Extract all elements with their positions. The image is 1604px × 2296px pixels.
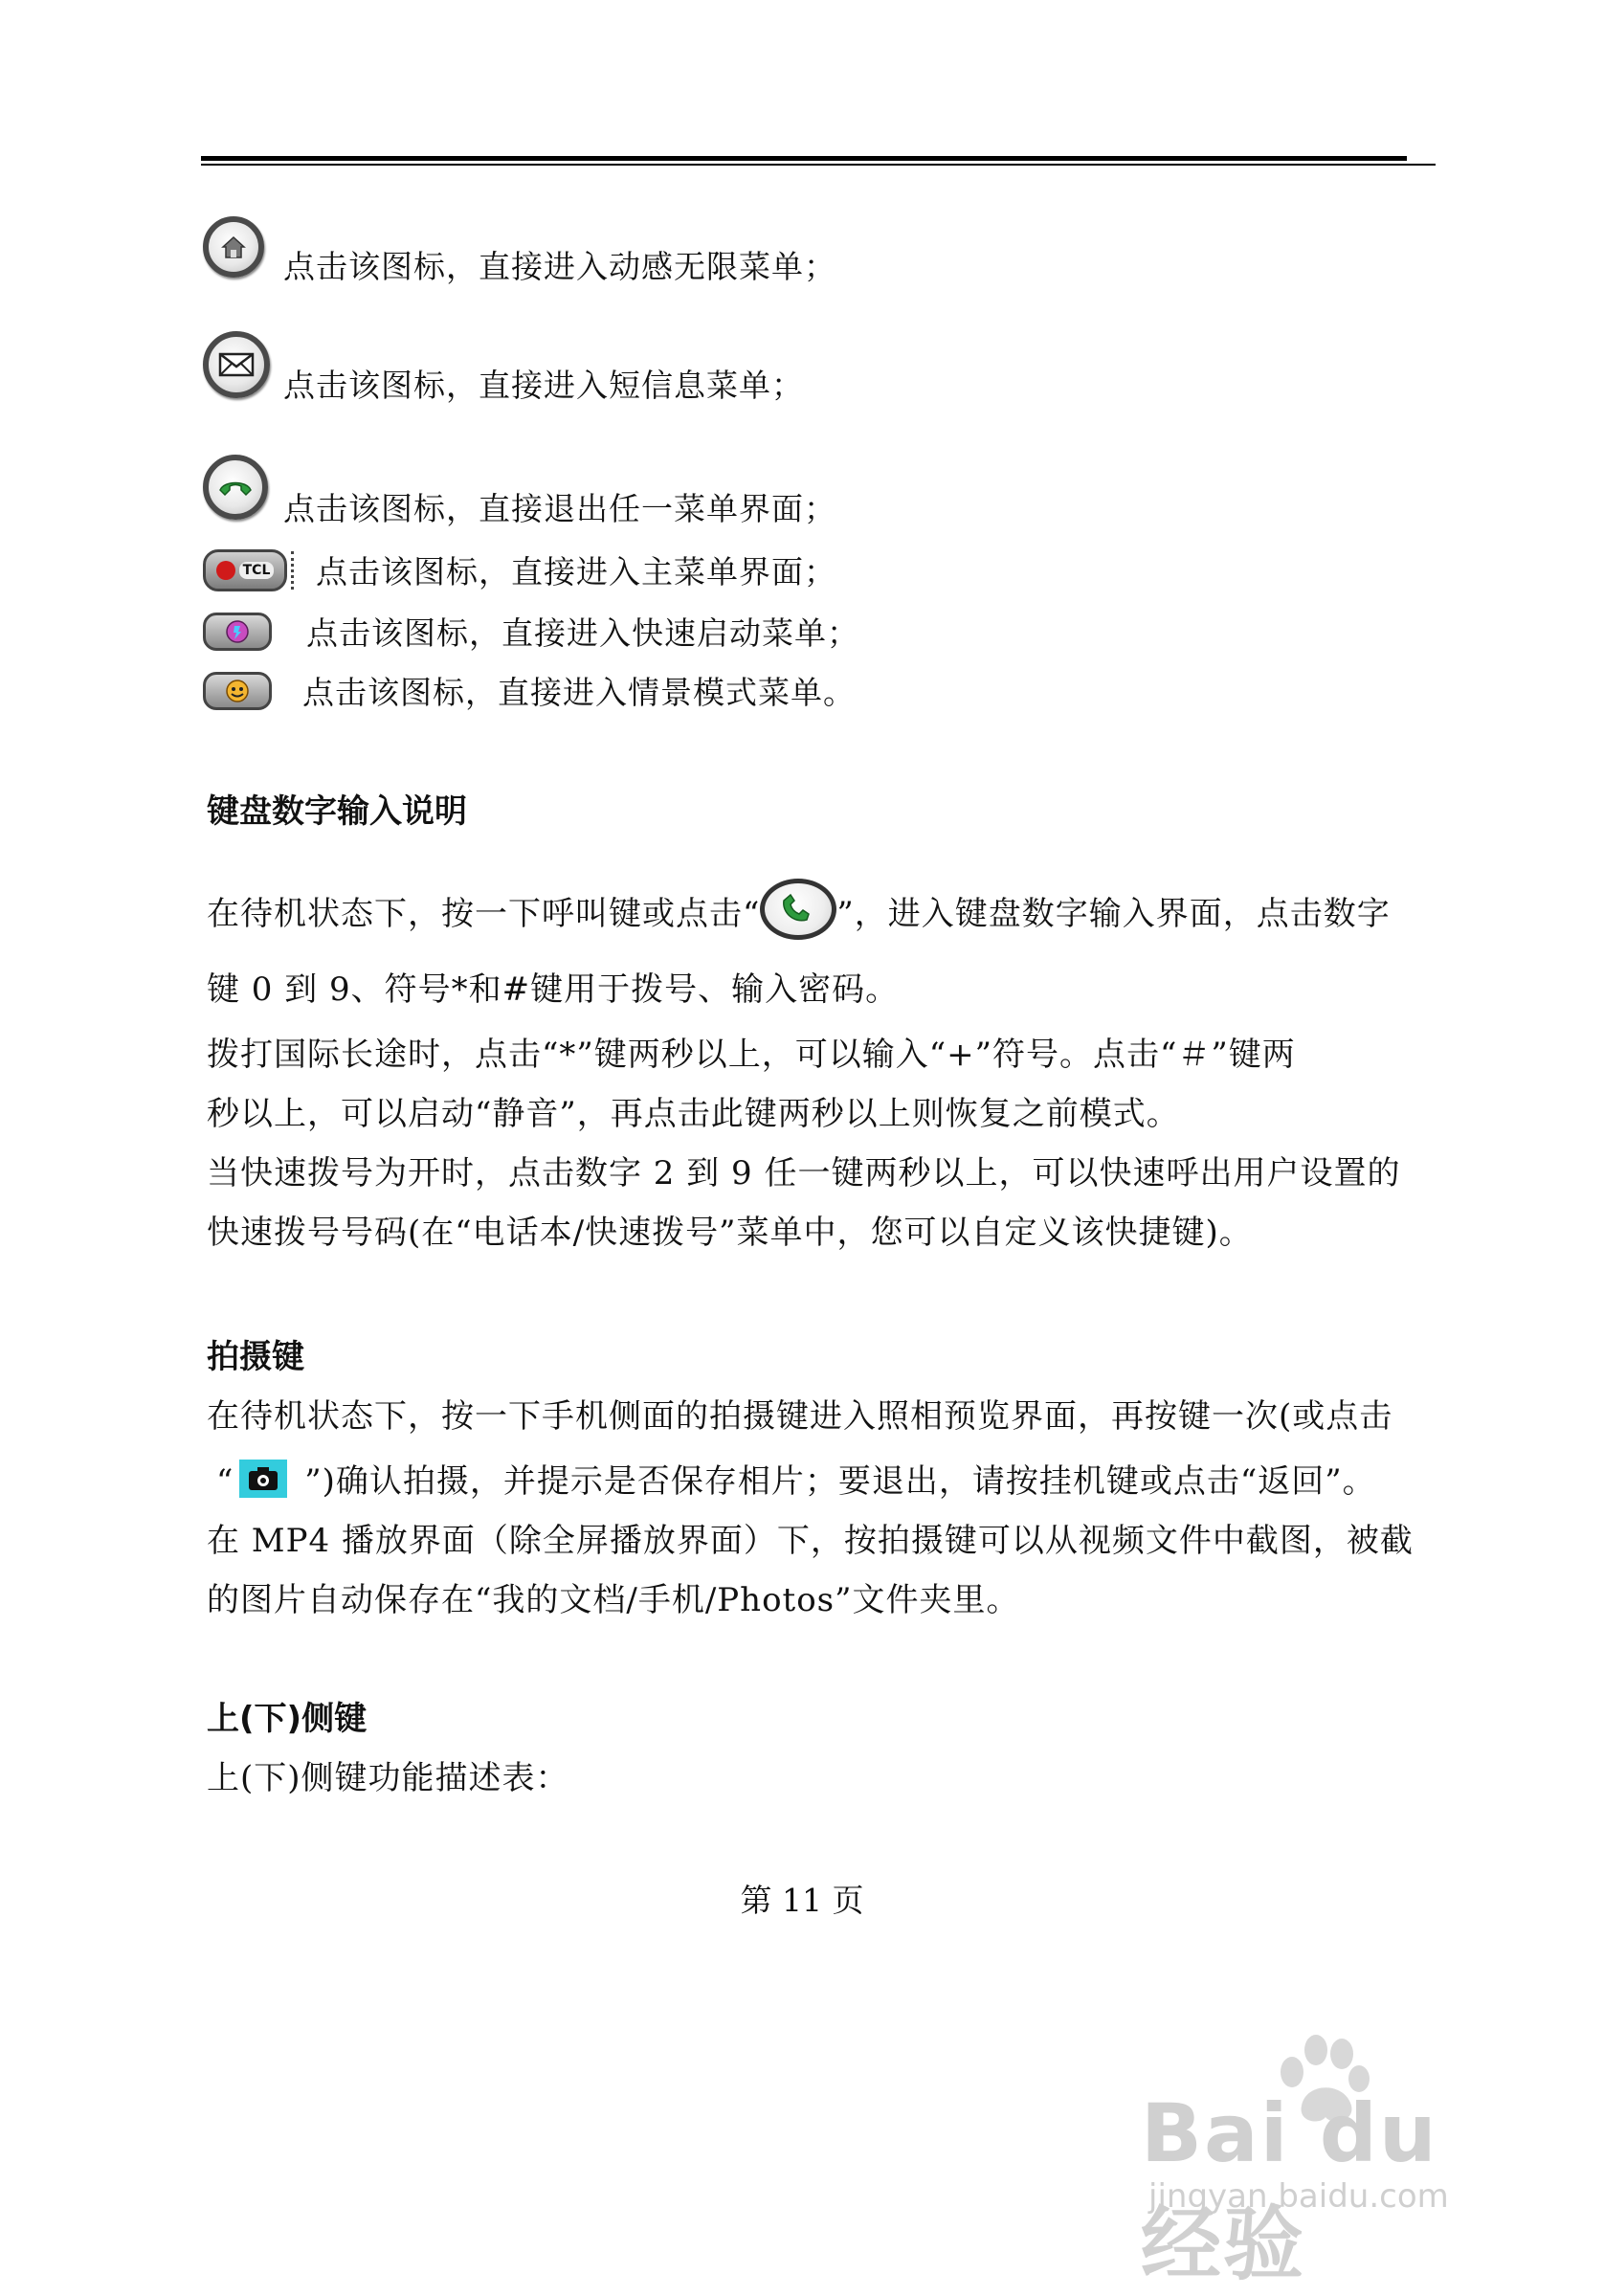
- paragraph-line: 秒以上，可以启动“静音”，再点击此键两秒以上则恢复之前模式。: [207, 1095, 1180, 1133]
- page-number: 第 11 页: [740, 1882, 864, 1919]
- hangup-icon: [203, 455, 268, 520]
- paragraph-line: 上(下)侧键功能描述表：: [207, 1759, 569, 1797]
- paragraph-line: 在待机状态下，按一下手机侧面的拍摄键进入照相预览界面，再按键一次(或点击: [207, 1397, 1393, 1436]
- text-span: “: [216, 1462, 234, 1501]
- watermark-url: jingyan.baidu.com: [1148, 2177, 1449, 2216]
- paragraph-line: 当快速拨号为开时，点击数字 2 到 9 任一键两秒以上，可以快速呼出用户设置的: [207, 1154, 1401, 1193]
- icon-item-hangup: [203, 444, 836, 529]
- paragraph-line: 拨打国际长途时，点击“*”键两秒以上，可以输入“+”符号。点击“＃”键两: [207, 1036, 1296, 1074]
- text-span: ”)确认拍摄，并提示是否保存相片；要退出，请按挂机键或点击“返回”。: [293, 1462, 1376, 1501]
- section-heading-camera: 拍摄键: [207, 1338, 304, 1376]
- message-icon: [203, 331, 270, 398]
- paragraph-line: [207, 879, 1391, 940]
- icon-item-text: 点击该图标，直接退出任一菜单界面；: [283, 490, 836, 527]
- baidu-watermark: [1120, 2029, 1522, 2291]
- paragraph-line: 键 0 到 9、符号*和#键用于拨号、输入密码。: [207, 970, 900, 1009]
- paragraph-line: 在 MP4 播放界面（除全屏播放界面）下，按拍摄键可以从视频文件中截图，被截: [207, 1522, 1414, 1560]
- icon-item-home: [203, 206, 836, 287]
- icon-item-text: 点击该图标，直接进入主菜单界面；: [316, 553, 836, 591]
- red-dot-icon: [216, 561, 235, 580]
- icon-item-profile: [203, 668, 856, 713]
- tcl-label: TCL: [239, 562, 275, 579]
- tcl-logo-icon: [203, 549, 287, 591]
- paragraph-line: [216, 1455, 1376, 1502]
- header-rule-thin: [201, 164, 1436, 166]
- profile-icon: [203, 672, 272, 710]
- icon-item-message: [203, 323, 804, 406]
- section-heading-side-keys: 上(下)侧键: [207, 1700, 368, 1738]
- icon-item-text: 点击该图标，直接进入动感无限菜单；: [283, 248, 836, 285]
- icon-item-main-menu: [203, 547, 836, 592]
- text-span: ”，进入键盘数字输入界面，点击数字: [836, 895, 1391, 933]
- watermark-brand: Bai du 经验: [1141, 2086, 1438, 2291]
- icon-item-text: 点击该图标，直接进入快速启动菜单；: [306, 614, 859, 652]
- icon-item-text: 点击该图标，直接进入情景模式菜单。: [302, 674, 856, 711]
- icon-item-quick-launch: [203, 609, 859, 654]
- section-heading-keypad: 键盘数字输入说明: [207, 792, 467, 831]
- quick-launch-icon: [203, 613, 272, 651]
- icon-item-text: 点击该图标，直接进入短信息菜单；: [283, 367, 804, 404]
- call-key-icon: [760, 879, 836, 940]
- dotted-divider: [291, 551, 299, 590]
- home-icon: [203, 216, 264, 278]
- camera-icon: [239, 1460, 287, 1498]
- text-span: 在待机状态下，按一下呼叫键或点击“: [207, 895, 761, 933]
- paragraph-line: 快速拨号号码(在“电话本/快速拨号”菜单中，您可以自定义该快捷键)。: [207, 1214, 1253, 1252]
- paragraph-line: 的图片自动保存在“我的文档/手机/Photos”文件夹里。: [207, 1581, 1020, 1619]
- header-rule-thick: [201, 156, 1407, 161]
